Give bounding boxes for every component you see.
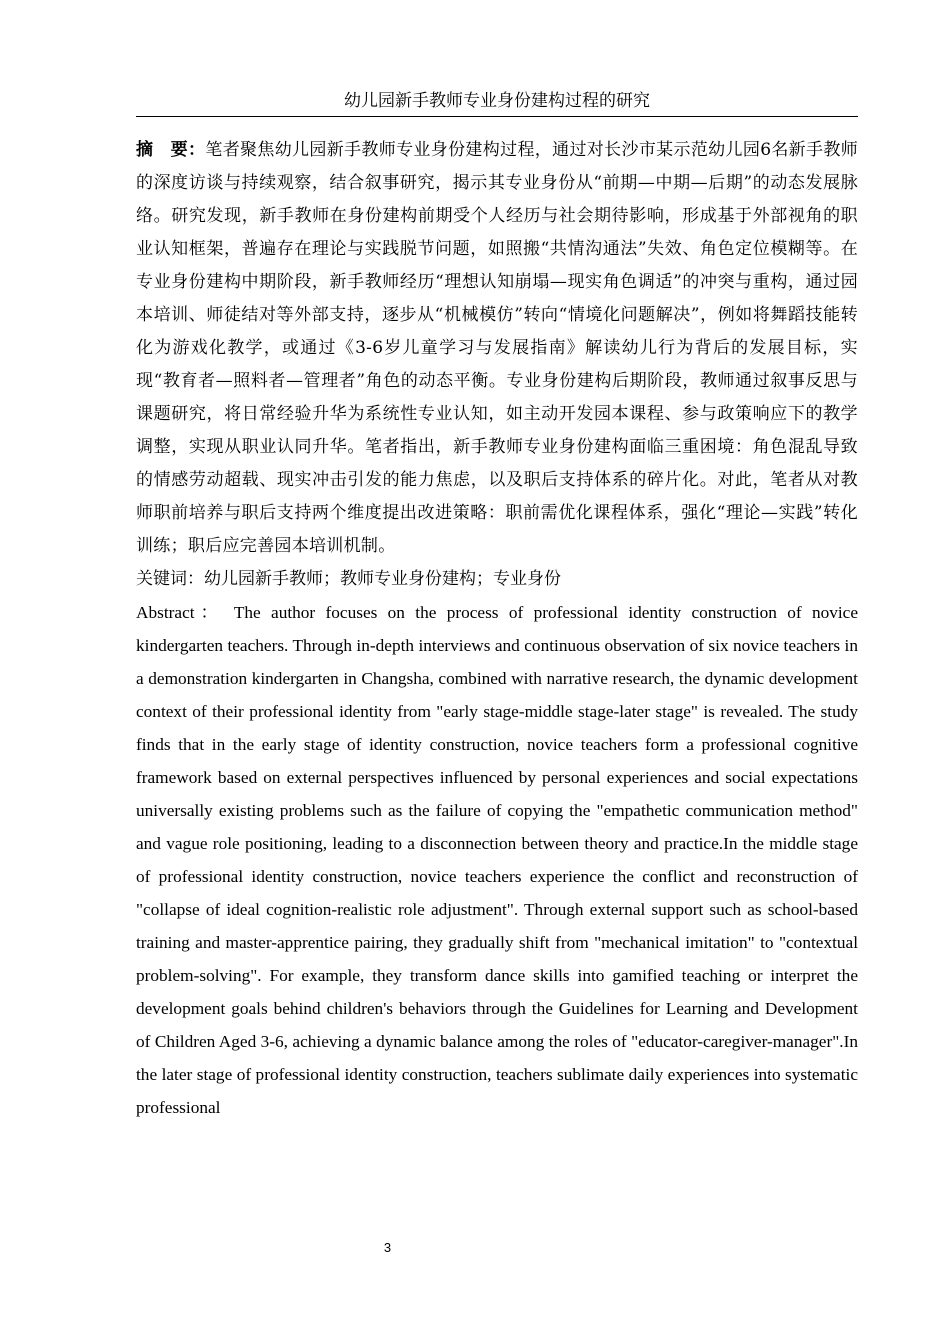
- running-header: [136, 88, 858, 117]
- abstract-zh-text: 笔者聚焦幼儿园新手教师专业身份建构过程，通过对长沙市某示范幼儿园6名新手教师的深度访谈与持续观察，结合叙事研究，揭示其专业身份从“前期—中期—后期”的动态发展脉络。研究发现，新手教师在身份建构前期受个人经历与社会期待影响，形成基于外部视角的职业认知框架，普遍存在理论与实践脱节问题，如照搬“共情沟通法”失效、角色定位模糊等。在专业身份建构中期阶段，新手教师经历“理想认知崩塌—现实角色调适”的冲突与重构，通过园本培训、师徒结对等外部支持，逐步从“机械模仿”转向“情境化问题解决”，例如将舞蹈技能转化为游戏化教学，或通过《3-6岁儿童学习与发展指南》解读幼儿行为背后的发展目标，实现“教育者—照料者—管理者”角色的动态平衡。专业身份建构后期阶段，教师通过叙事反思与课题研究，将日常经验升华为系统性专业认知，如主动开发园本课程、参与政策响应下的教学调整，实现从职业认同升华。笔者指出，新手教师专业身份建构面临三重困境：角色混乱导致的情感劳动超载、现实冲击引发的能力焦虑，以及职后支持体系的碎片化。对此，笔者从对教师职前培养与职后支持两个维度提出改进策略：职前需优化课程体系，强化“理论—实践”转化训练；职后应完善园本培训机制。: [136, 140, 858, 556]
- abstract-en-text: The author focuses on the process of professional identity construction of novice kindergarten teachers. Through in-depth interviews and continuous observation of six novice teachers in a demonstration kindergarten in Changsha, combined with narrative research, the dynamic development context of their professional identity from "early stage-middle stage-later stage" is revealed. The study finds that in the early stage of identity construction, novice teachers form a professional cognitive framework based on external perspectives influenced by personal experiences and social expectations universally existing problems such as the failure of copying the "empathetic communication method" and vague role positioning, leading to a disconnection between theory and practice.In the middle stage of professional identity construction, novice teachers experience the conflict and reconstruction of "collapse of ideal cognition-realistic role adjustment". Through external support such as school-based training and master-apprentice pairing, they gradually shift from "mechanical imitation" to "contextual problem-solving". For example, they transform dance skills into gamified teaching or interpret the development goals behind children's behaviors through the Guidelines for Learning and Development of Children Aged 3-6, achieving a dynamic balance among the roles of "educator-caregiver-manager".In the later stage of professional identity construction, teachers sublimate daily experiences into systematic professional: [136, 603, 859, 1117]
- abstract-zh-label: 摘 要：: [136, 140, 206, 160]
- keywords-text: 幼儿园新手教师；教师专业身份建构；专业身份: [204, 569, 561, 589]
- abstract-en-paragraph: [136, 596, 858, 1124]
- abstract-en-label: Abstract：: [136, 603, 224, 622]
- keywords-paragraph: [136, 563, 858, 596]
- page-number: 3: [383, 1240, 392, 1255]
- page-body: [136, 134, 858, 1124]
- abstract-zh-paragraph: [136, 134, 858, 563]
- header-title: 幼儿园新手教师专业身份建构过程的研究: [344, 91, 650, 111]
- keywords-label: 关键词：: [136, 569, 204, 589]
